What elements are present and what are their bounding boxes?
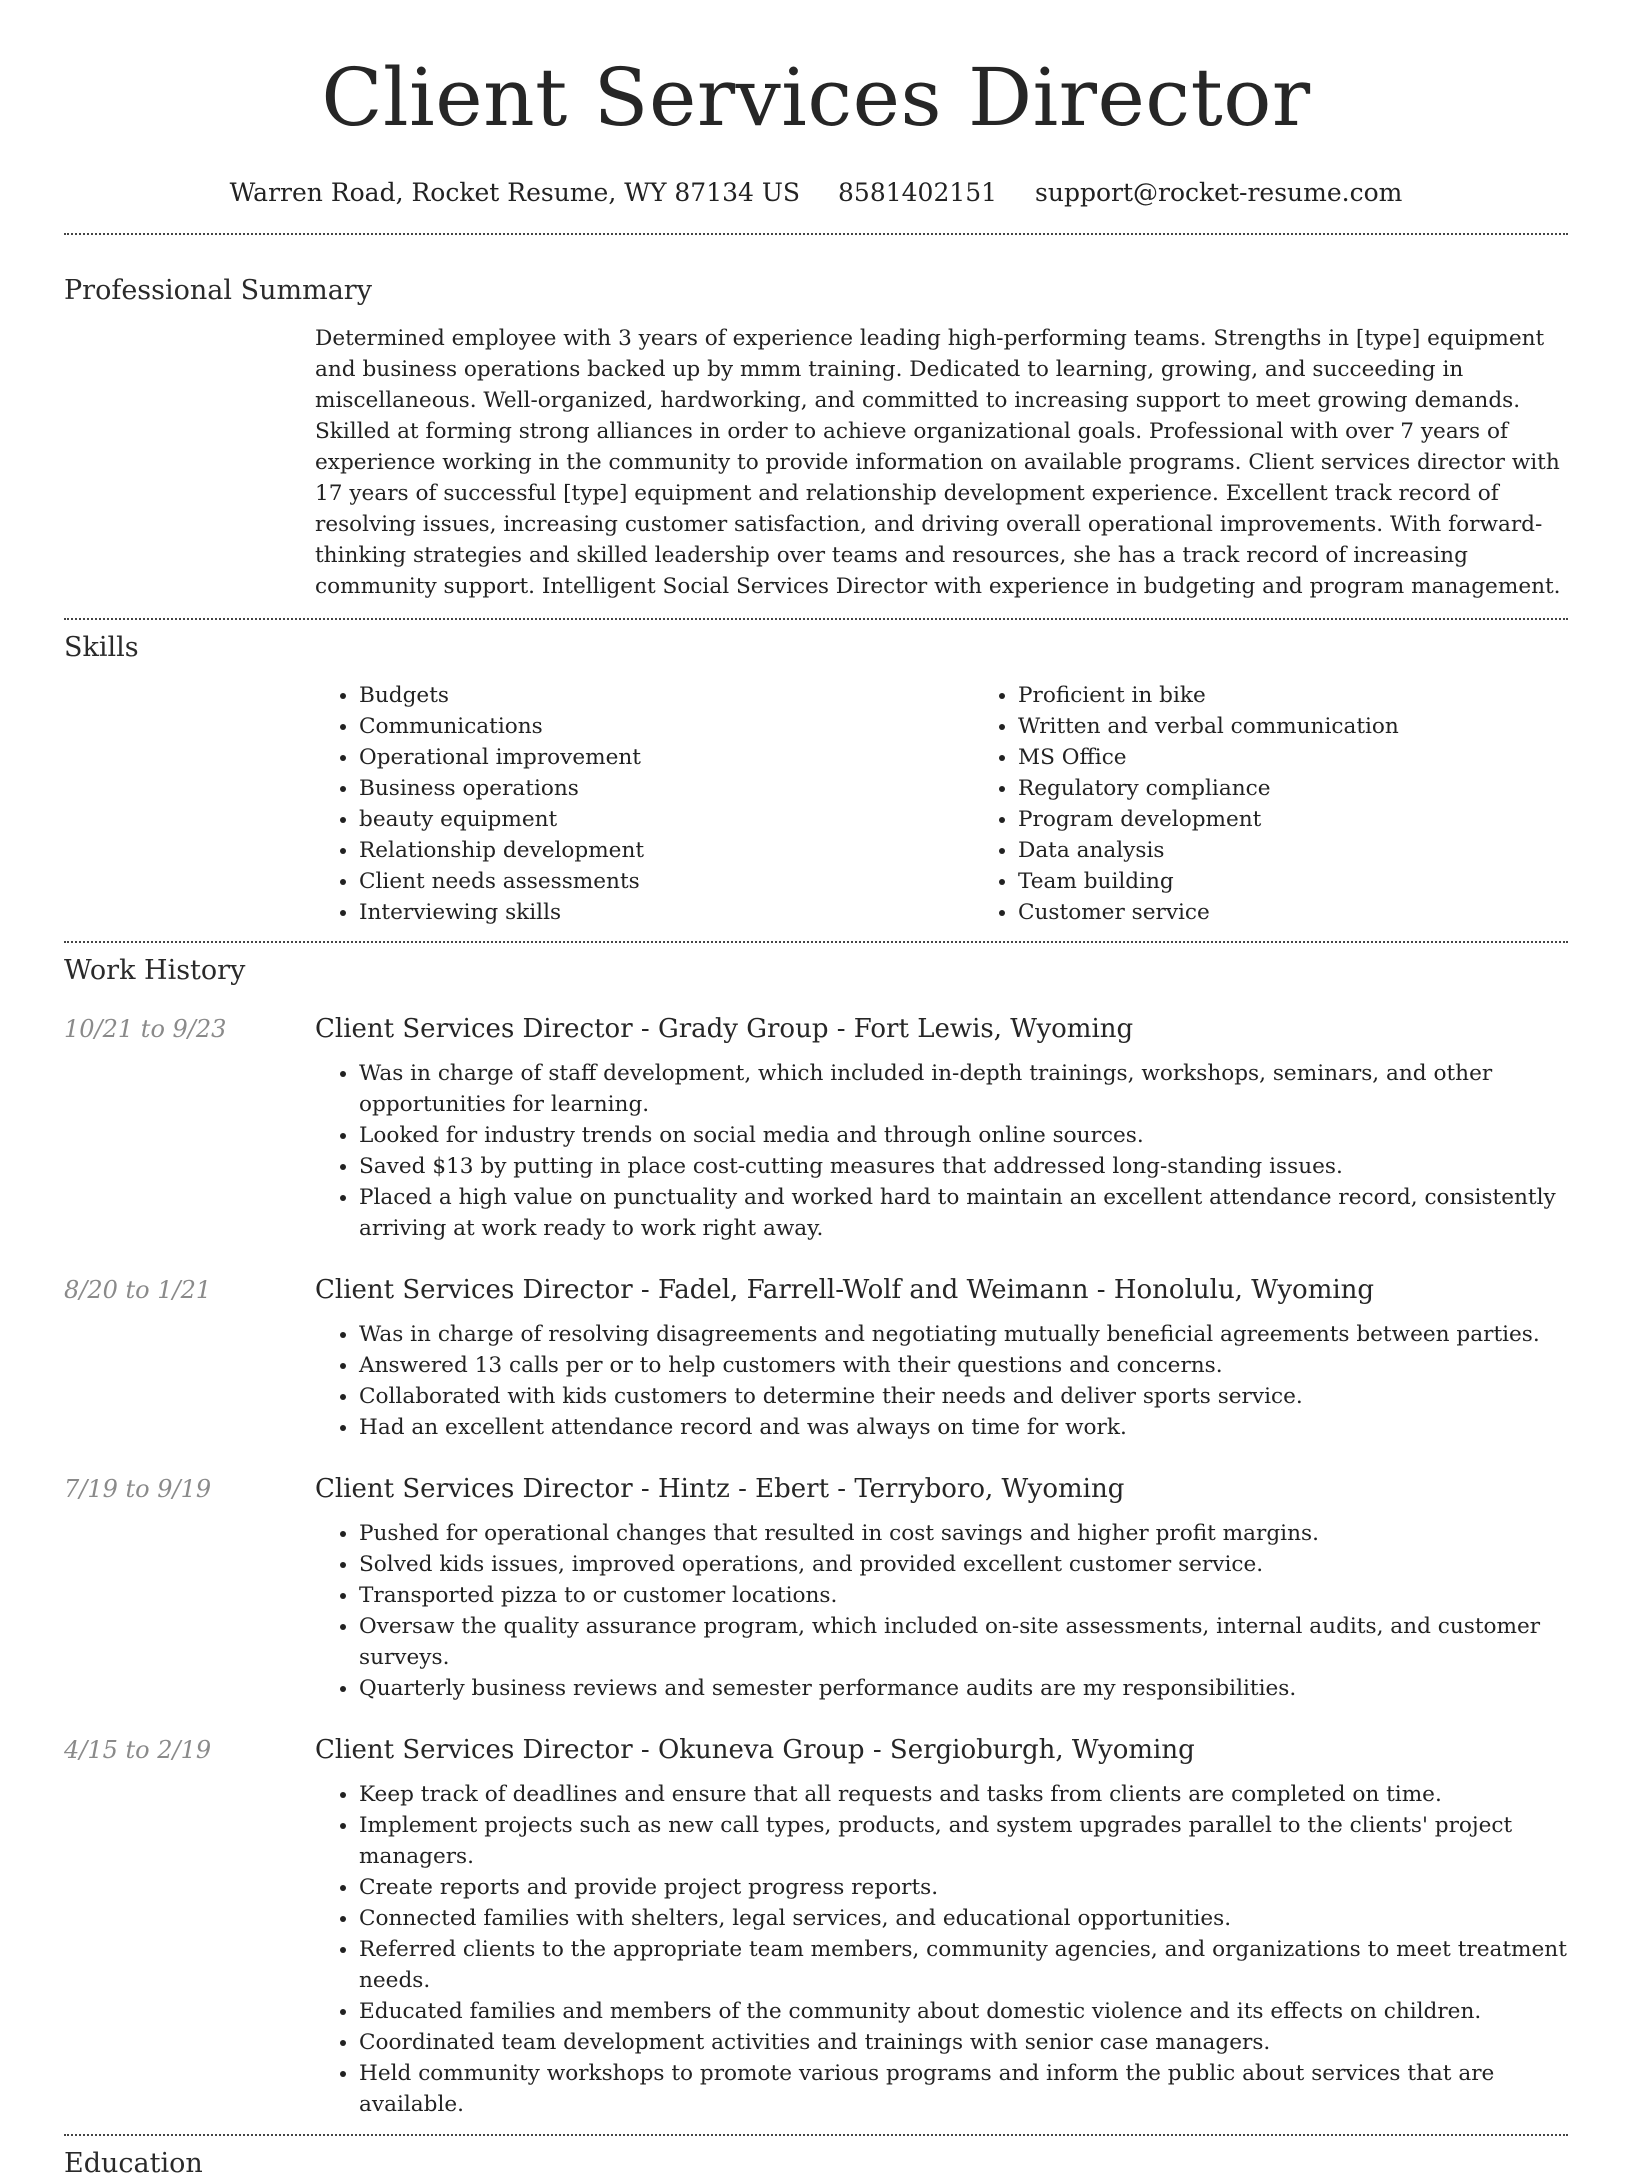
skills-row — [64, 680, 1568, 928]
job-bullet: • Had an excellent attendance record and was always on time for work. — [359, 1412, 1568, 1443]
job-bullet: • Collaborated with kids customers to determine their needs and deliver sports service. — [359, 1381, 1568, 1412]
job-bullet: • Solved kids issues, improved operations, and provided excellent customer service. — [359, 1549, 1568, 1580]
section-title-skills: Skills — [64, 632, 139, 663]
resume-name: Client Services Director — [321, 51, 1311, 144]
job-bullet: • Create reports and provide project progress reports. — [359, 1872, 1568, 1903]
skills-grid — [315, 680, 1568, 928]
contact-address: Warren Road, Rocket Resume, WY 87134 US — [229, 178, 801, 207]
job-bullet: • Answered 13 calls per or to help customers with their questions and concerns. — [359, 1350, 1568, 1381]
job-bullet: • Looked for industry trends on social media and through online sources. — [359, 1120, 1568, 1151]
skill-item: • Proficient in bike — [1018, 680, 1632, 711]
skill-item: • MS Office — [1018, 742, 1632, 773]
job-bullet: • Connected families with shelters, legal services, and educational opportunities. — [359, 1903, 1568, 1934]
job-bullet: • Educated families and members of the community about domestic violence and its effects on children. — [359, 1996, 1568, 2027]
job-bullet: • Keep track of deadlines and ensure that all requests and tasks from clients are completed on time. — [359, 1779, 1568, 1810]
job-bullet: • Held community workshops to promote various programs and inform the public about services that are available. — [359, 2058, 1568, 2120]
job-entry — [64, 1733, 1568, 2120]
job-dates: 8/20 to 1/21 — [64, 1276, 212, 1304]
contact-phone: 8581402151 — [838, 178, 998, 207]
section-title-education: Education — [64, 2148, 203, 2179]
job-dates: 7/19 to 9/19 — [64, 1475, 212, 1503]
job-bullet: • Oversaw the quality assurance program, which included on-site assessments, internal audits, and customer surveys. — [359, 1611, 1568, 1673]
job-title: Client Services Director - Grady Group - Fort Lewis, Wyoming — [315, 1014, 1134, 1044]
skill-item: • Customer service — [1018, 897, 1632, 928]
skill-item: • Regulatory compliance — [1018, 773, 1632, 804]
job-entry — [64, 1472, 1568, 1704]
skill-item: • Communications — [359, 711, 974, 742]
summary-row — [64, 323, 1568, 602]
job-dates: 4/15 to 2/19 — [64, 1736, 212, 1764]
summary-text: Determined employee with 3 years of experience leading high-performing teams. Strengths in [type] equipment and business operations backed up by mmm training. Dedicated to learning, growing, and succeeding in miscellaneous. Well-organized, hardworking, and committed to increasing support to meet growing demands. Skilled at forming strong alliances in order to achieve organizational goals. Professional with over 7 years of experience working in the community to provide information on available programs. Client services director with 17 years of successful [type] equipment and relationship development experience. Excellent track record of resolving issues, increasing customer satisfaction, and driving overall operational improvements. With forward-thinking strategies and skilled leadership over teams and resources, she has a track record of increasing community support. Intelligent Social Services Director with experience in budgeting and program management. — [315, 326, 1561, 599]
divider — [64, 941, 1568, 943]
job-entry — [64, 1273, 1568, 1443]
skill-item: • Written and verbal communication — [1018, 711, 1632, 742]
job-bullet: • Was in charge of staff development, which included in-depth trainings, workshops, seminars, and other opportunities for learning. — [359, 1058, 1568, 1120]
skill-item: • Data analysis — [1018, 835, 1632, 866]
section-title-summary: Professional Summary — [64, 275, 372, 306]
skill-item: • Interviewing skills — [359, 897, 974, 928]
contact-email: support@rocket-resume.com — [1035, 178, 1403, 207]
job-title: Client Services Director - Hintz - Ebert - Terryboro, Wyoming — [315, 1474, 1125, 1504]
job-bullet: • Quarterly business reviews and semester performance audits are my responsibilities. — [359, 1673, 1568, 1704]
divider — [64, 618, 1568, 620]
skill-item: • Relationship development — [359, 835, 974, 866]
job-bullets — [315, 1518, 1568, 1704]
skill-item: • beauty equipment — [359, 804, 974, 835]
job-bullet: • Saved $13 by putting in place cost-cutting measures that addressed long-standing issues. — [359, 1151, 1568, 1182]
skill-item: • Business operations — [359, 773, 974, 804]
resume-page — [64, 0, 1568, 2181]
job-entry — [64, 1012, 1568, 1244]
skill-item: • Client needs assessments — [359, 866, 974, 897]
job-dates: 10/21 to 9/23 — [64, 1015, 227, 1043]
job-title: Client Services Director - Fadel, Farrell-Wolf and Weimann - Honolulu, Wyoming — [315, 1275, 1375, 1305]
divider — [64, 2134, 1568, 2136]
skills-list-right — [974, 680, 1632, 928]
job-bullet: • Was in charge of resolving disagreements and negotiating mutually beneficial agreements between parties. — [359, 1319, 1568, 1350]
section-title-work: Work History — [64, 955, 246, 986]
job-bullet: • Coordinated team development activities and trainings with senior case managers. — [359, 2027, 1568, 2058]
job-bullets — [315, 1779, 1568, 2120]
skill-item: • Operational improvement — [359, 742, 974, 773]
divider — [64, 233, 1568, 235]
job-bullet: • Transported pizza to or customer locations. — [359, 1580, 1568, 1611]
skill-item: • Program development — [1018, 804, 1632, 835]
job-bullet: • Implement projects such as new call types, products, and system upgrades parallel to the clients' project managers. — [359, 1810, 1568, 1872]
skill-item: • Team building — [1018, 866, 1632, 897]
skill-item: • Budgets — [359, 680, 974, 711]
job-bullet: • Referred clients to the appropriate team members, community agencies, and organizations to meet treatment needs. — [359, 1934, 1568, 1996]
job-bullets — [315, 1319, 1568, 1443]
job-title: Client Services Director - Okuneva Group - Sergioburgh, Wyoming — [315, 1735, 1195, 1765]
skills-list-left — [315, 680, 974, 928]
contact-line — [64, 176, 1568, 210]
job-bullets — [315, 1058, 1568, 1244]
job-bullet: • Pushed for operational changes that resulted in cost savings and higher profit margins. — [359, 1518, 1568, 1549]
job-bullet: • Placed a high value on punctuality and worked hard to maintain an excellent attendance record, consistently arriving at work ready to work right away. — [359, 1182, 1568, 1244]
